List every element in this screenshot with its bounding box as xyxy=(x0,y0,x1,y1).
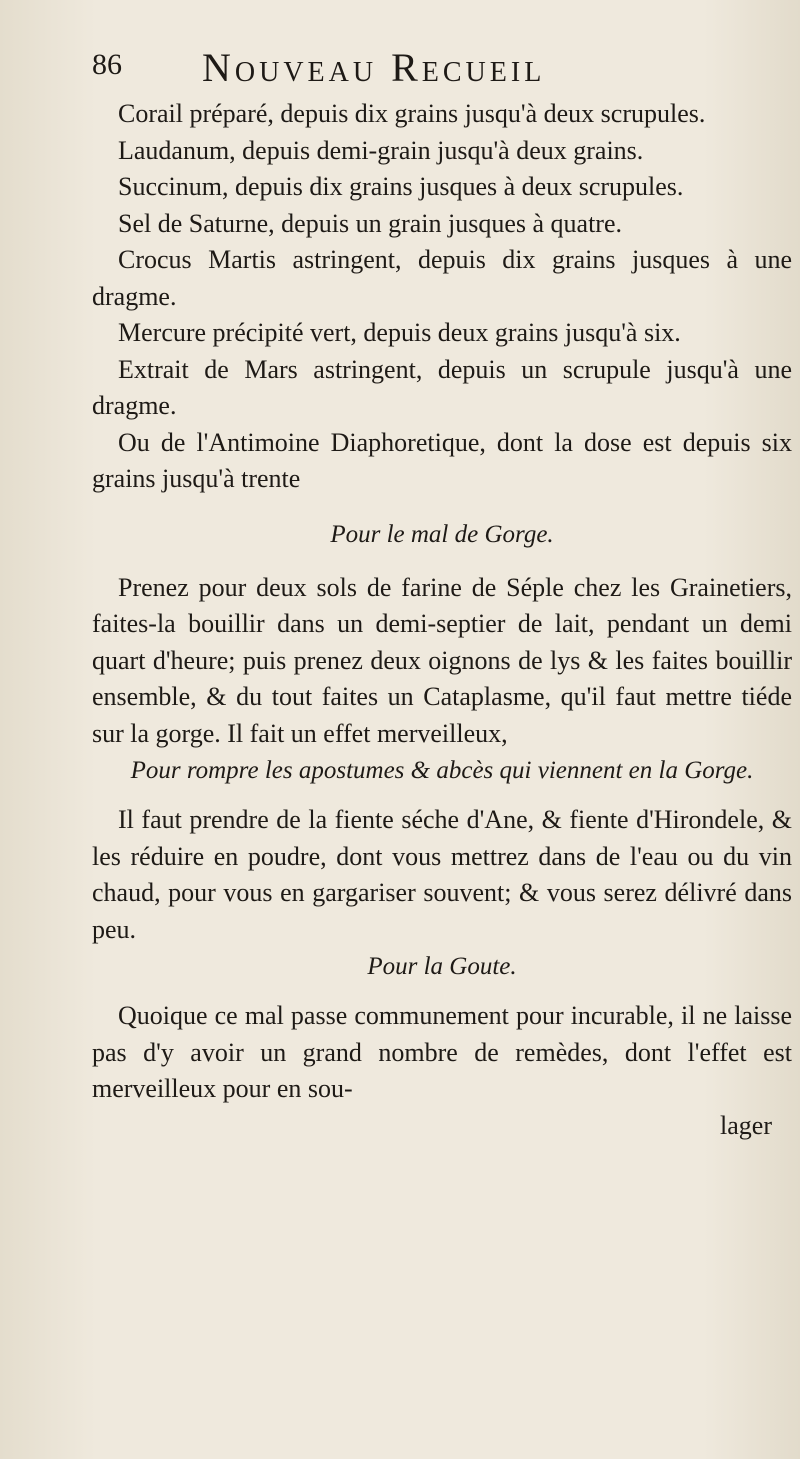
list-item: Mercure précipité vert, depuis deux grains jusqu'à six. xyxy=(118,318,681,347)
section-heading-goute: Pour la Goute. xyxy=(367,953,517,980)
list-item: Sel de Saturne, depuis un grain jusques à quatre. xyxy=(118,208,622,238)
page-body xyxy=(92,96,792,1144)
list-item: Crocus Martis astringent, depuis dix grains jusques à une dragme. xyxy=(92,245,792,311)
catchword: lager xyxy=(720,1110,772,1140)
page-header xyxy=(92,44,732,90)
section-body-apostumes: Il faut prendre de la fiente séche d'Ane, & fiente d'Hirondele, & les réduire en poudre, dont vous mettrez dans de l'eau ou du vin chaud, pour vous en gargariser souvent; & vous serez délivré dans peu. xyxy=(92,805,792,944)
page-number: 86 xyxy=(92,48,122,81)
section-heading-gorge: Pour le mal de Gorge. xyxy=(330,520,554,548)
section-heading-apostumes: Pour rompre les apostumes & abcès qui viennent en la Gorge. xyxy=(130,757,754,784)
section-body-goute: Quoique ce mal passe communement pour incurable, il ne laisse pas d'y avoir un grand nombre de remèdes, dont l'effet est merveilleux pour en sou- xyxy=(92,1001,792,1103)
list-item: Laudanum, depuis demi-grain jusqu'à deux grains. xyxy=(118,135,644,165)
section-body-gorge: Prenez pour deux sols de farine de Séple chez les Grainetiers, faites-la bouillir dans un demi-septier de lait, pendant un demi quart d'heure; puis prenez deux oignons de lys & les faites bouillir ensemble, & du tout faites un Cataplasme, qu'il faut mettre tiéde sur la gorge. Il fait un effet merveilleux, xyxy=(92,572,792,748)
list-item: Extrait de Mars astringent, depuis un scrupule jusqu'à une dragme. xyxy=(92,354,792,420)
list-item: Corail préparé, depuis dix grains jusqu'à deux scrupules. xyxy=(118,99,706,128)
list-item: Ou de l'Antimoine Diaphoretique, dont la dose est depuis six grains jusqu'à trente xyxy=(92,427,792,493)
running-title: Nouveau Recueil xyxy=(202,45,546,90)
list-item: Succinum, depuis dix grains jusques à deux scrupules. xyxy=(118,172,684,201)
